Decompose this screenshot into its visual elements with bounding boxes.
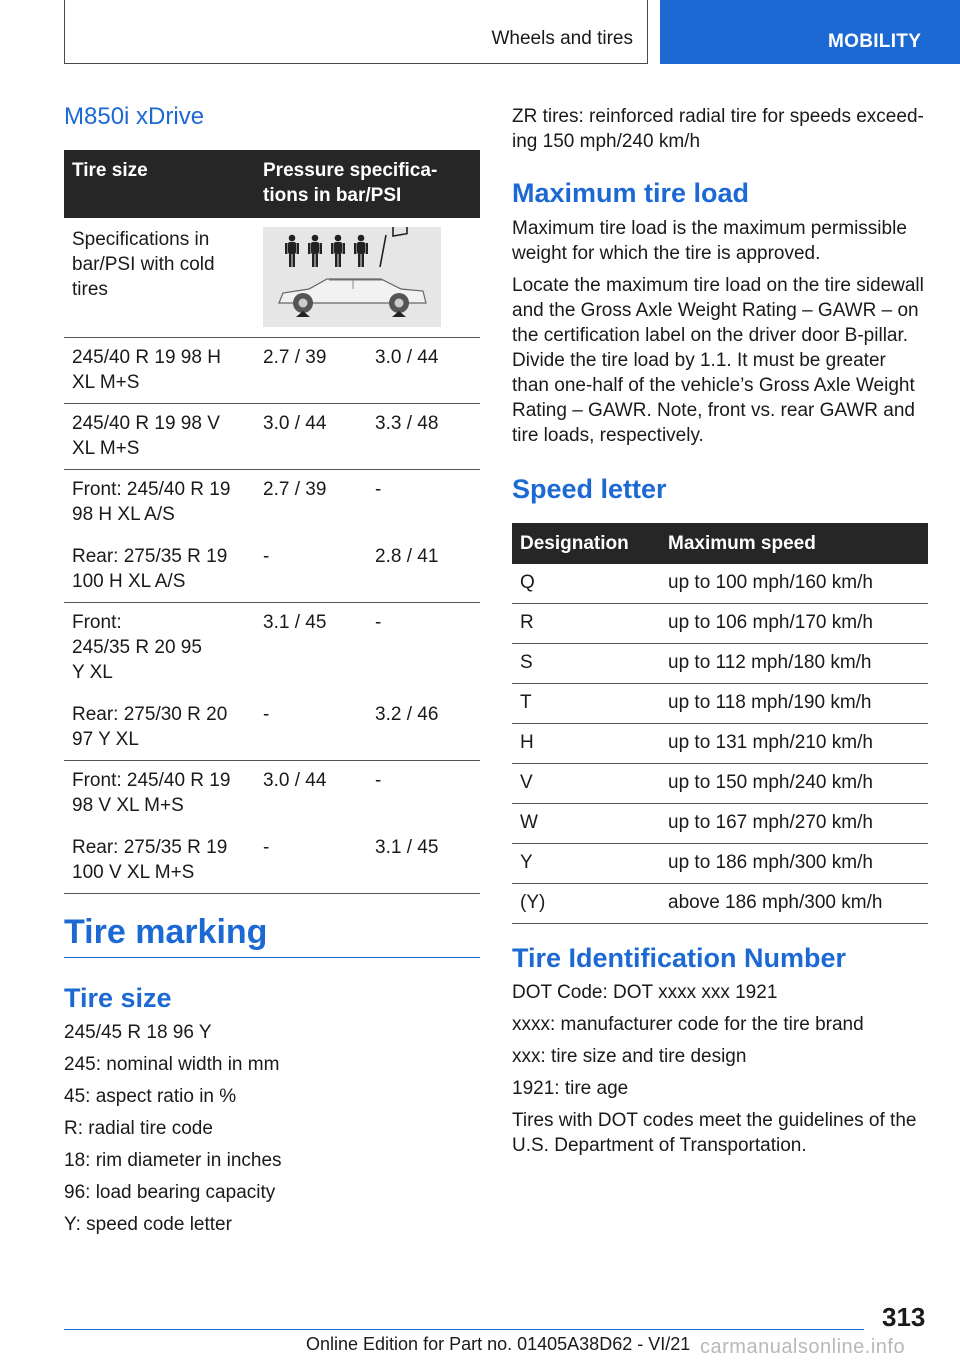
- vehicle-load-icon: [263, 227, 441, 327]
- pressure-table-wrap: [64, 150, 480, 894]
- max-load-heading: Maximum tire load: [512, 178, 750, 208]
- list-item: 18: rim diameter in inches: [64, 1150, 282, 1171]
- table-row: Rear: 275/35 R 19 100 H XL A/S - 2.8 / 41: [64, 535, 480, 603]
- watermark: carmanualsonline.info: [700, 1336, 906, 1358]
- table-row: [64, 218, 480, 338]
- table-row: S up to 112 mph/180 km/h: [512, 644, 928, 684]
- table-row: (Y) above 186 mph/300 km/h: [512, 884, 928, 924]
- speed-table-header: [512, 523, 928, 564]
- heading-rule: [64, 957, 480, 958]
- tire-size-list: [64, 1020, 480, 1237]
- tire-size-heading: Tire size: [64, 983, 172, 1013]
- table-row: W up to 167 mph/270 km/h: [512, 804, 928, 844]
- list-item: Y: speed code letter: [64, 1214, 232, 1235]
- speed-table-wrap: [512, 523, 928, 924]
- list-item: 96: load bearing capacity: [64, 1182, 276, 1203]
- table-row: 245/40 R 19 98 H XL M+S 2.7 / 39 3.0 / 44: [64, 338, 480, 404]
- table-row: Front: 245/40 R 19 98 V XL M+S 3.0 / 44 -: [72, 770, 382, 816]
- table-row: H up to 131 mph/210 km/h: [512, 724, 928, 764]
- table-row: Front: 245/40 R 19 98 H XL A/S 2.7 / 39 -: [72, 479, 382, 525]
- max-load-p1: Maximum tire load is the maximum permissible weight for which the tire is approved.: [512, 218, 907, 264]
- list-item: DOT Code: DOT xxxx xxx 1921: [512, 982, 778, 1003]
- col-pressure: Pressure specifica- tions in bar/PSI: [255, 150, 480, 218]
- footer-rule: [64, 1329, 864, 1330]
- tin-list: [512, 980, 928, 1158]
- table-row: Rear: 275/35 R 19 100 V XL M+S - 3.1 / 45: [64, 826, 480, 894]
- col-tire-size: Tire size: [64, 150, 255, 218]
- pressure-table-header: [64, 150, 480, 218]
- col-designation: Designation: [512, 523, 660, 564]
- section-title: Wheels and tires: [491, 28, 633, 49]
- table-row: R up to 106 mph/170 km/h: [512, 604, 928, 644]
- edition-text: Online Edition for Part no. 01405A38D62 - VI/21: [306, 1334, 691, 1354]
- tin-heading: Tire Identification Number: [512, 943, 847, 973]
- table-row: 245/40 R 19 98 V XL M+S 3.0 / 44 3.3 / 48: [64, 404, 480, 470]
- tire-marking-heading: Tire marking: [64, 913, 268, 951]
- speed-table: [512, 523, 928, 924]
- speed-letter-heading: Speed letter: [512, 474, 667, 504]
- table-row: Q up to 100 mph/160 km/h: [512, 564, 928, 604]
- table-row: Front: 245/35 R 20 95 Y XL 3.1 / 45 -: [72, 612, 382, 683]
- chapter-tab[interactable]: MOBILITY: [660, 0, 960, 64]
- list-item: xxxx: manufacturer code for the tire brand: [512, 1014, 864, 1035]
- header-box: [64, 0, 648, 64]
- table-row: Y up to 186 mph/300 km/h: [512, 844, 928, 884]
- table-row: V up to 150 mph/240 km/h: [512, 764, 928, 804]
- table-row: Rear: 275/30 R 20 97 Y XL - 3.2 / 46: [64, 693, 480, 761]
- tin-paragraph: Tires with DOT codes meet the guidelines of the U.S. Department of Transportation.: [512, 1110, 917, 1156]
- list-item: 1921: tire age: [512, 1078, 629, 1099]
- table-row: T up to 118 mph/190 km/h: [512, 684, 928, 724]
- list-item: R: radial tire code: [64, 1118, 213, 1139]
- max-load-p2: Locate the maximum tire load on the tire sidewall and the Gross Axle Weight Rating – GAWR – on the certification label on the driver door B-pillar. Divide the tire load by 1.1. It must be greater than one-half of the vehicle’s Gross Axle Weight Rating – GAWR. Note, front vs. rear GAWR and tire loads, respectively.: [512, 275, 924, 446]
- list-item: 245/45 R 18 96 Y: [64, 1022, 212, 1043]
- list-item: 245: nominal width in mm: [64, 1054, 280, 1075]
- list-item: xxx: tire size and tire design: [512, 1046, 747, 1067]
- spec-note: Specifications in bar/PSI with cold tires: [64, 218, 255, 338]
- pressure-table: [64, 150, 480, 894]
- zr-text: ZR tires: reinforced radial tire for speeds exceed-ing 150 mph/240 km/h: [512, 106, 924, 152]
- list-item: 45: aspect ratio in %: [64, 1086, 237, 1107]
- page-number: 313: [882, 1302, 926, 1332]
- model-heading: M850i xDrive: [64, 103, 205, 130]
- col-max-speed: Maximum speed: [660, 523, 928, 564]
